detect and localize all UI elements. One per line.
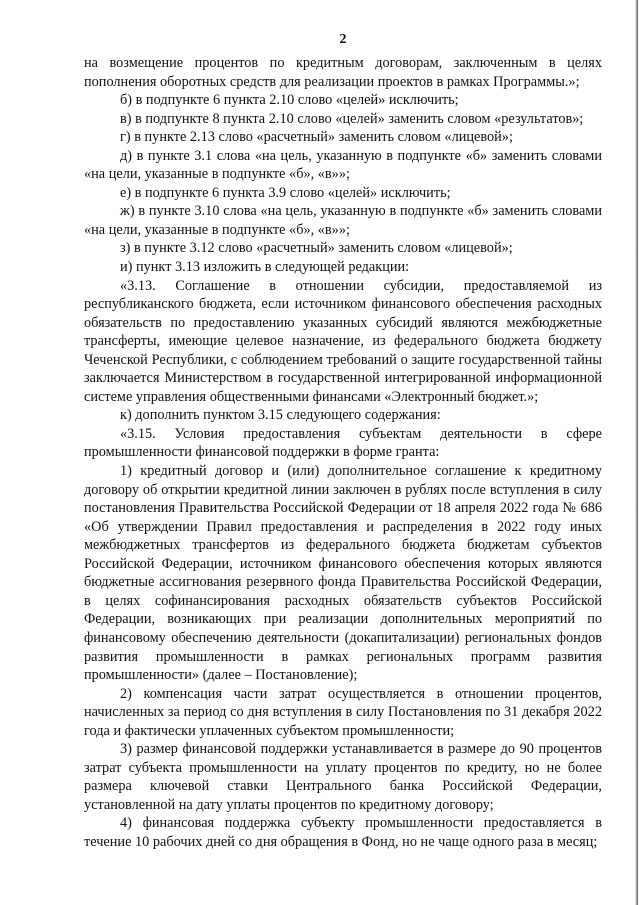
paragraph-continuation: на возмещение процентов по кредитным договорам, заключенным в целях пополнения оборотных средств для реализации проектов в рамках Программы.»; <box>84 55 602 90</box>
paragraph-item-z: з) в пункте 3.12 слово «расчетный» заменить словом «лицевой»; <box>120 240 513 257</box>
paragraph-item-g: г) в пункте 2.13 слово «расчетный» заменить словом «лицевой»; <box>120 129 513 146</box>
paragraph-item-d: д) в пункте 3.1 слова «на цель, указанную в подпункте «б» заменить словами «на цели, указанные в подпункте «б», «в»»; <box>84 147 602 183</box>
scan-edge-shadow <box>635 0 638 905</box>
paragraph-condition-3: 3) размер финансовой поддержки устанавливается в размере до 90 процентов затрат субъекта промышленности на уплату процентов по кредиту, но не более размера ключевой ставки Центрального банка Российской Федерации, установленной на дату уплаты процентов по кредитному договору; <box>84 741 602 813</box>
paragraph-item-v: в) в подпункте 8 пункта 2.10 слово «целей» заменить словом «результатов»; <box>120 110 584 127</box>
document-body <box>84 54 602 852</box>
page-number: 2 <box>339 32 347 47</box>
paragraph-clause-3-13: «3.13. Соглашение в отношении субсидии, предоставляемой из республиканского бюджета, если источником финансового обеспечения расходных обязательств по предоставлению указанных субсидий являются межбюджетные трансферты, имеющие целевое назначение, из федерального бюджета бюджету Чеченской Республики, с соблюдением требований о защите государственной тайны заключается Министерством в государственной интегрированной информационной системе управления общественными финансами «Электронный бюджет.»; <box>84 277 602 405</box>
paragraph-item-b: б) в подпункте 6 пункта 2.10 слово «целей» исключить; <box>120 92 459 109</box>
paragraph-item-k: к) дополнить пунктом 3.15 следующего содержания: <box>120 407 441 424</box>
paragraph-condition-2: 2) компенсация части затрат осуществляется в отношении процентов, начисленных за период со дня вступления в силу Постановления по 31 декабря 2022 года и фактически уплаченных субъектом промышленности; <box>84 685 602 739</box>
paragraph-condition-4: 4) финансовая поддержка субъекту промышленности предоставляется в течение 10 рабочих дней со дня обращения в Фонд, но не чаще одного раза в месяц; <box>84 815 602 850</box>
paragraph-item-i: и) пункт 3.13 изложить в следующей редакции: <box>120 259 410 276</box>
paragraph-item-e: е) в подпункте 6 пункта 3.9 слово «целей» исключить; <box>120 184 451 201</box>
paragraph-condition-1: 1) кредитный договор и (или) дополнительное соглашение к кредитному договору об открытии кредитной линии заключен в рублях после вступления в силу постановления Правительства Российской Федерации от 18 апреля 2022 года № 686 «Об утверждении Правил предоставления и распределения в 2022 году иных межбюджетных трансфертов из федерального бюджета бюджетам субъектов Российской Федерации, источником финансового обеспечения которых являются бюджетные ассигнования резервного фонда Правительства Российской Федерации, в целях софинансирования расходных обязательств субъектов Российской Федерации, возникающих при реализации дополнительных мероприятий по финансовому обеспечению деятельности (докапитализации) региональных фондов развития промышленности в рамках региональных программ развития промышленности» (далее – Постановление); <box>84 463 602 684</box>
paragraph-clause-3-15: «3.15. Условия предоставления субъектам деятельности в сфере промышленности финансовой поддержки в форме гранта: <box>84 425 602 461</box>
paragraph-item-zh: ж) в пункте 3.10 слова «на цель, указанную в подпункте «б» заменить словами «на цели, указанные в подпункте «б», «в»»; <box>84 203 602 238</box>
